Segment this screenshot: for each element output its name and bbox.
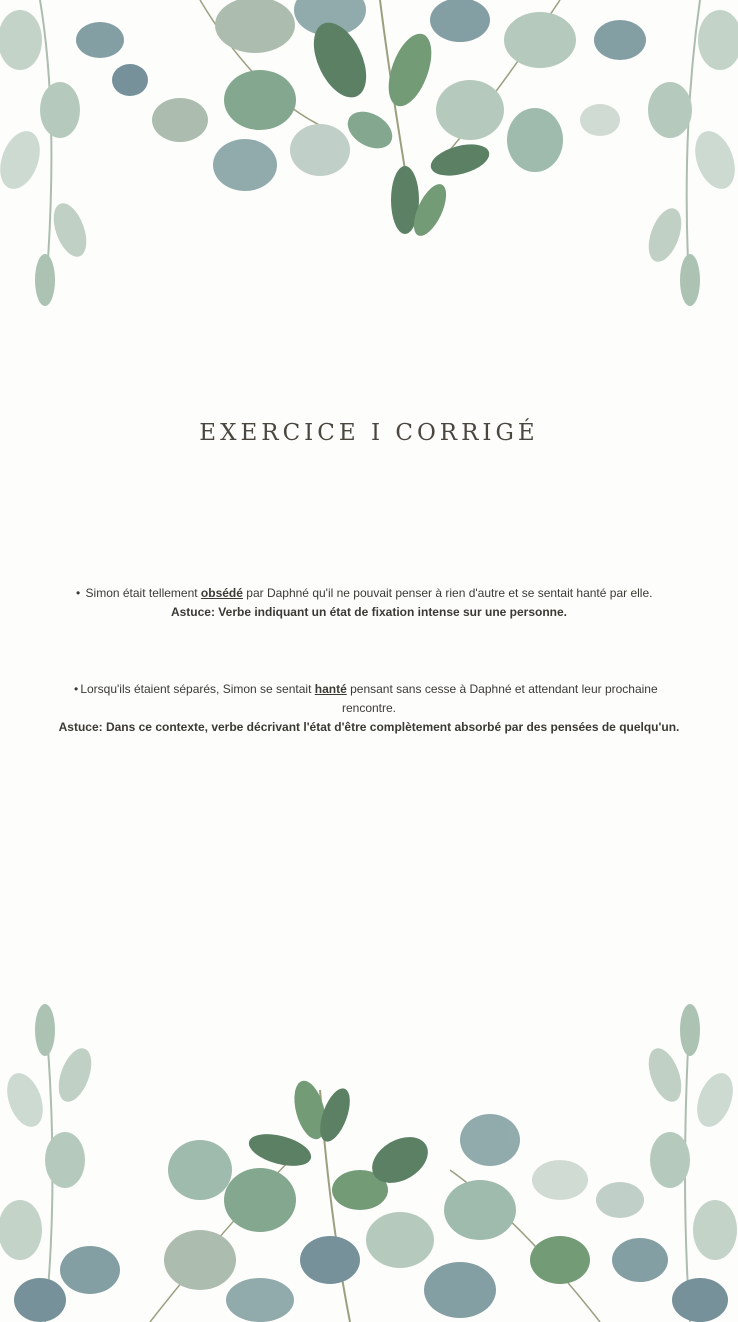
- page-title: EXERCICE I CORRIGÉ: [199, 420, 539, 446]
- eucalyptus-leaves-top-icon: [0, 0, 738, 320]
- hint-text: Astuce: Dans ce contexte, verbe décrivant l'état d'être complètement absorbé par des pensées de quelqu'un.: [58, 720, 680, 734]
- hint-text: Astuce: Verbe indiquant un état de fixation intense sur une personne.: [170, 605, 568, 619]
- sentence-line: [60, 584, 678, 603]
- sentence-text-after: pensant sans cesse à Daphné et attendant leur prochaine rencontre.: [341, 682, 658, 715]
- sentence-text-before: Simon était tellement: [85, 586, 201, 600]
- eucalyptus-leaves-bottom-icon: [0, 1000, 738, 1322]
- bullet-icon: •: [74, 682, 79, 696]
- foliage-top-illustration: [0, 0, 738, 320]
- bullet-icon: •: [76, 586, 81, 600]
- exercise-item-2: [40, 680, 698, 737]
- answer-keyword: obsédé: [200, 586, 243, 600]
- sentence-text-before: Lorsqu'ils étaient séparés, Simon se sentait: [80, 682, 315, 696]
- answer-keyword: hanté: [314, 682, 347, 696]
- foliage-bottom-illustration: [0, 1000, 738, 1322]
- sentence-text-after: par Daphné qu'il ne pouvait penser à rien d'autre et se sentait hanté par elle.: [242, 586, 653, 600]
- sentence-line: [40, 680, 698, 718]
- exercise-item-1: [60, 584, 678, 622]
